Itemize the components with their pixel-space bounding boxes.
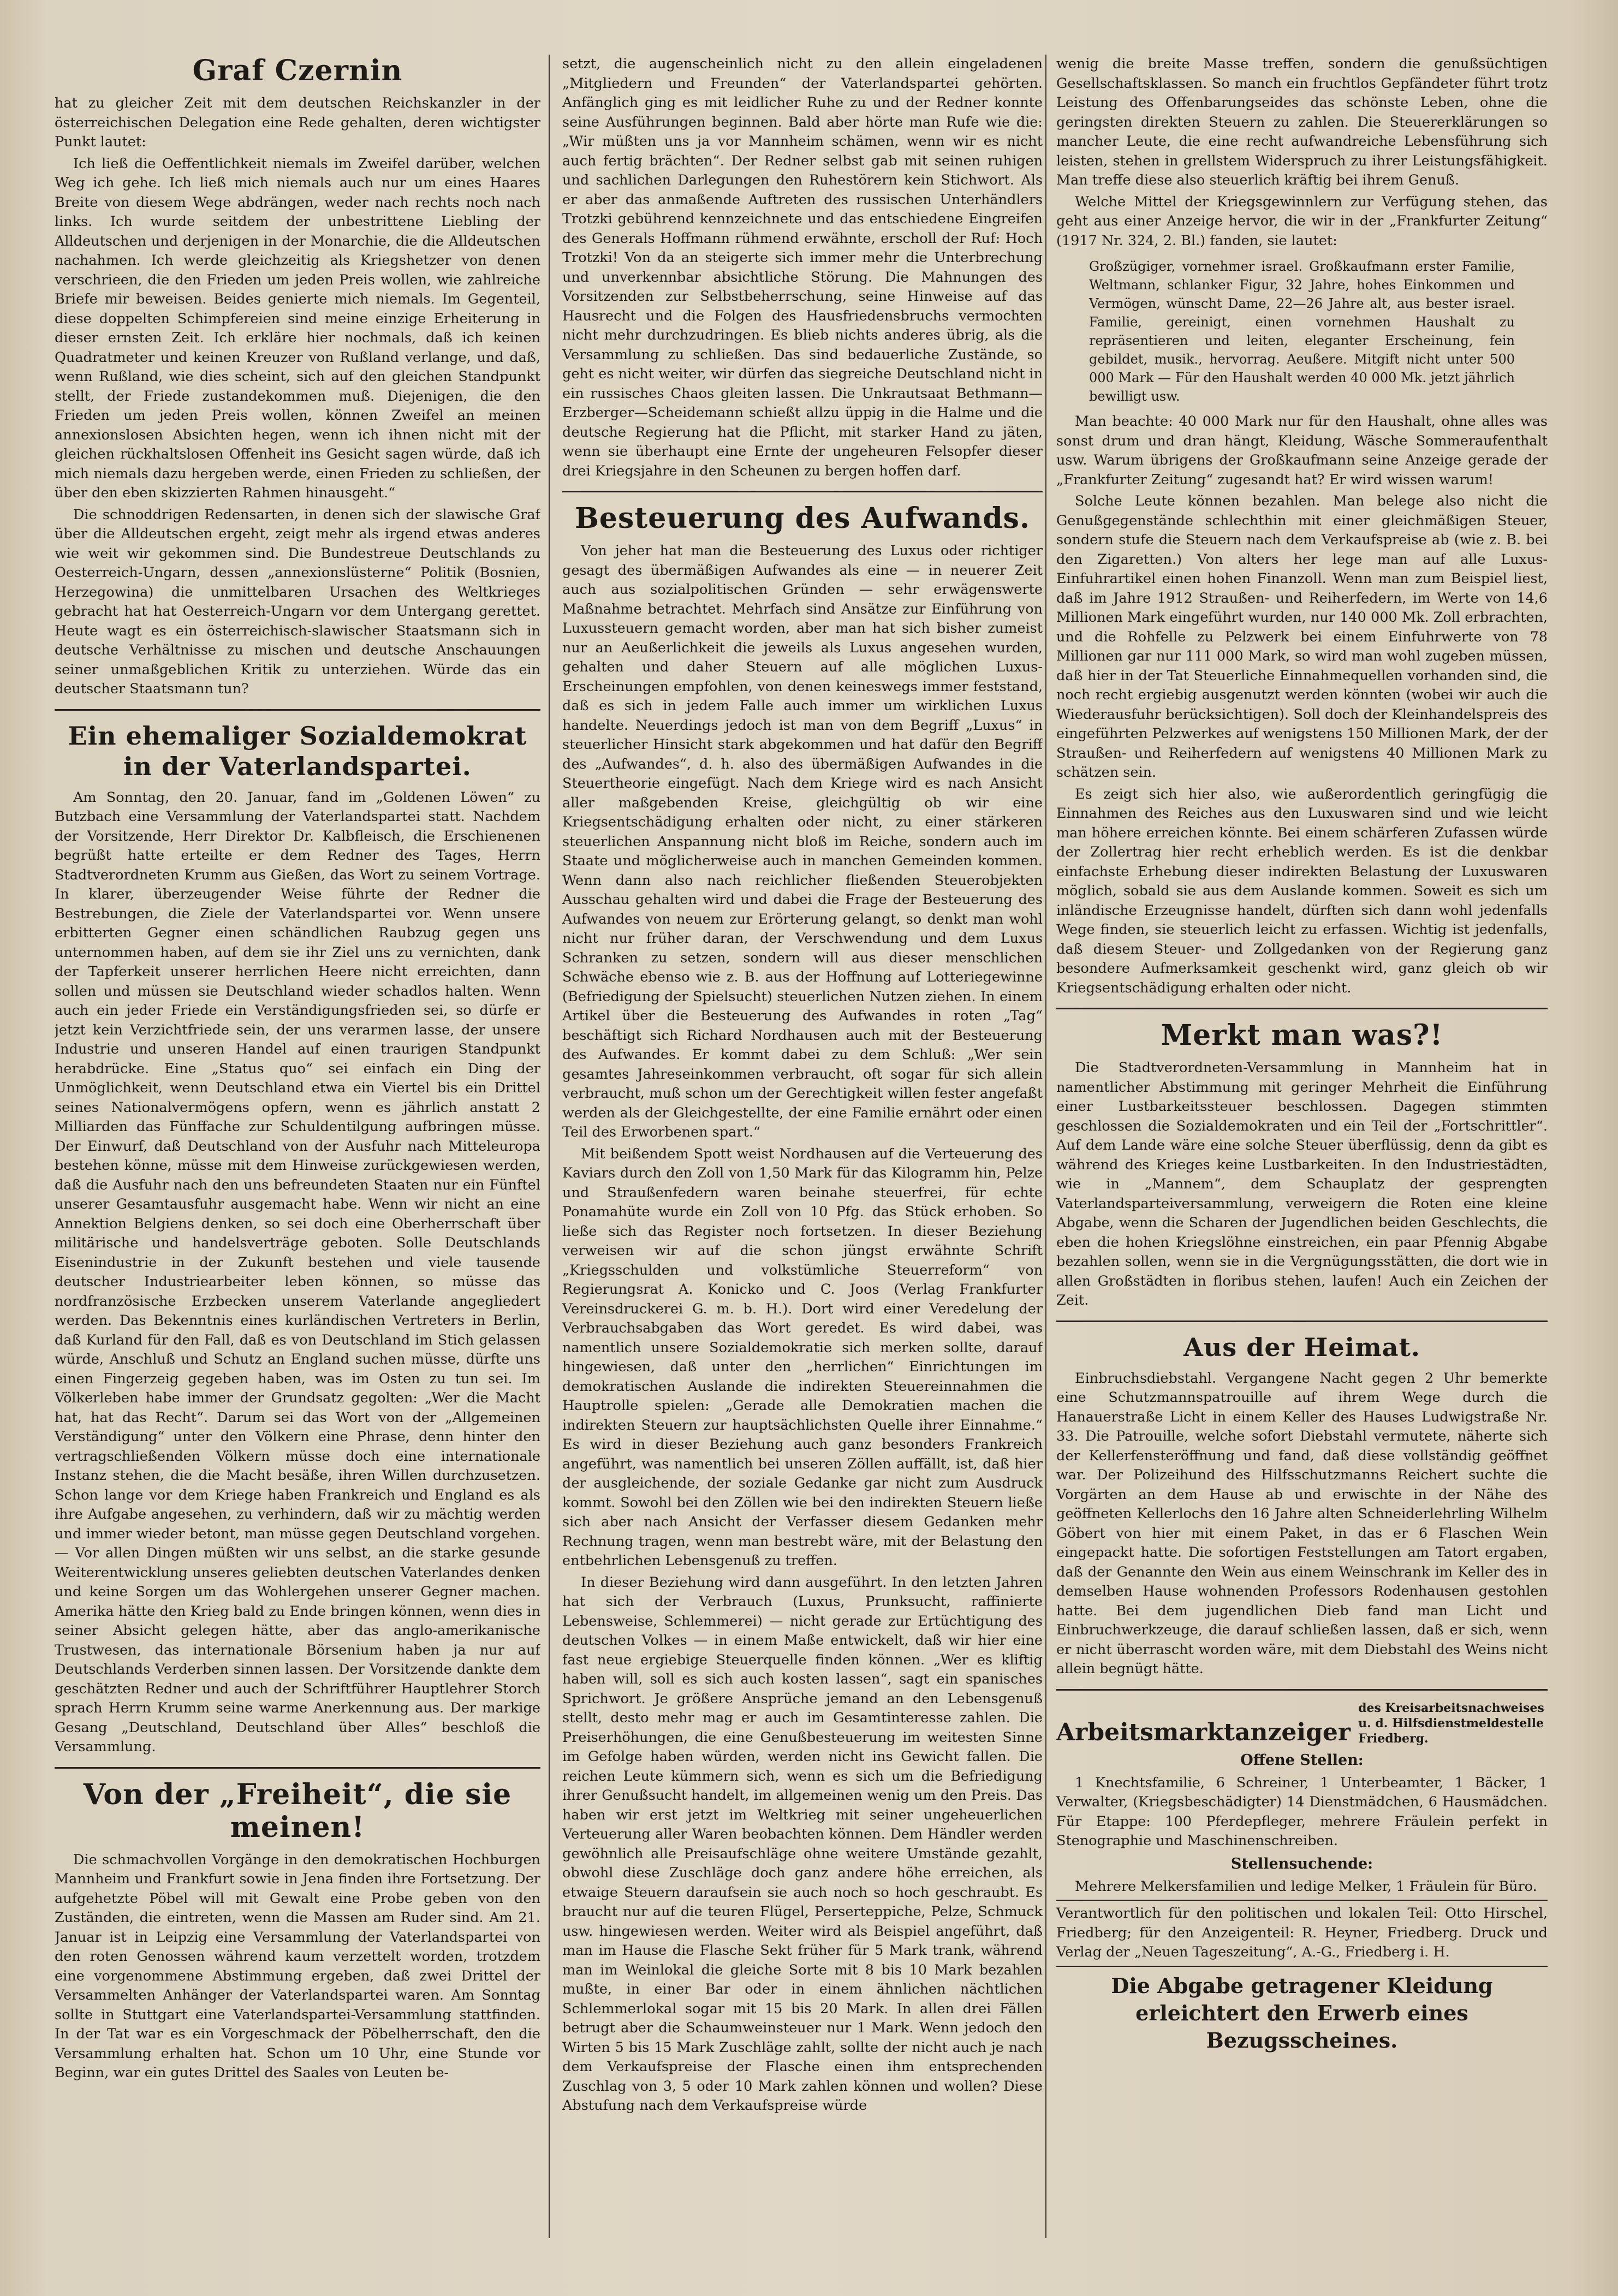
headline-merkt-man-was: Merkt man was?! <box>1161 1019 1443 1052</box>
paragraph: wenig die breite Masse treffen, sondern die genußsüchtigen Gesellschaftsklassen. So manch ein fruchtlos Gepfändeter führt trotz Leistung des Offenbarungseides das schönste Leben, ohne die geringsten direkten Steuern zu zahlen. Die Steuererklärungen so mancher Leute, die eine recht aufwandreiche Lebensführung sich leisten, stehen in grellstem Widerspruch zu ihrer Leistungsfähigkeit. Man treffe diese also steuerlich kräftig bei ihrem Genuß. <box>1056 56 1548 188</box>
column-3 <box>1056 55 1548 2060</box>
headline-besteuerung: Besteuerung des Aufwands. <box>574 502 1031 535</box>
labor-market-header <box>1056 1700 1548 1746</box>
paragraph: Die schmachvollen Vorgänge in den demokratischen Hochburgen Mannheim und Frankfurt sowie in Jena finden ihre Fortsetzung. Der aufgehetzte Pöbel will mit Gewalt eine Probe geben von den Zuständen, die eintreten, wenn die Massen am Ruder sind. Am 21. Januar ist in Leipzig eine Versammlung der Vaterlandspartei von den roten Genossen während kaum verzettelt worden, trotzdem eine vorgenommene Abstimmung ergeben, daß zwei Drittel der Versammelten Anhänger der Vaterlandspartei waren. Am Sonntag sollte in Stuttgart eine Vaterlandspartei-Versammlung stattfinden. In der Tat war es ein Vorgeschmack der Pöbelherrschaft, den die Versammlung erhalten hat. Schon um 10 Uhr, eine Stunde vor Beginn, war ein gutes Drittel des Saales von Leuten be- <box>55 1851 540 2081</box>
paragraph: Welche Mittel der Kriegsgewinnlern zur Verfügung stehen, das geht aus einer Anzeige hervor, die wir in der „Frankfurter Zeitung“ (1917 Nr. 324, 2. Bl.) fanden, sie lautet: <box>1056 193 1548 249</box>
paragraph: Die schnoddrigen Redensarten, in denen sich der slawische Graf über die Alldeutschen ergeht, zeigt mehr als irgend etwas anderes wie weit wir gekommen sind. Die Bundestreue Deutschlands zu Oesterreich-Ungarn, dessen „annexionslüsterne“ Politik (Bosnien, Herzegowina) die unmittelbaren Ursachen des Weltkrieges gebracht hat hat Oesterreich-Ungarn vor dem Untergang gerettet. Heute wagt es ein österreichisch-slawischer Staatsmann sich in deutsche Verhältnisse zu mischen und deutsche Anschauungen seiner unmaßgeblichen Kritik zu unterziehen. Würde das ein deutscher Staatsmann tun? <box>55 506 540 697</box>
quoted-advertisement: Großzügiger, vornehmer israel. Großkaufmann erster Familie, Weltmann, schlanker Figur, 32 Jahre, hohes Einkommen und Vermögen, wünscht Dame, 22—26 Jahre alt, aus bester israel. Familie, gereinigt, einen vornehmen Haushalt zu repräsentieren und leiten, eleganter Erscheinung, fein gebildet, musik., hervorrag. Aeußere. Mitgift nicht unter 500 000 Mark — Für den Haushalt werden 40 000 Mk. jetzt jährlich bewilligt usw. <box>1089 259 1515 404</box>
paragraph: Die Stadtverordneten-Versammlung in Mannheim hat in namentlicher Abstimmung mit geringer Mehrheit die Einführung einer Lustbarkeitssteuer beschlossen. Dagegen stimmten geschlossen die Sozialdemokraten und ein Teil der „Fortschrittler“. Auf dem Lande wäre eine solche Steuer überflüssig, denn da gibt es während des Krieges keine Lustbarkeiten. In den Industriestädten, wie in „Mannem“, dem Schauplatz der gesprengten Vaterlandsparteiversammlung, verweigern die Roten eine kleine Abgabe, wenn die Scharen der Jugendlichen beiden Geschlechts, die eben die hohen Kriegslöhne einstreichen, ein paar Pfennig Abgabe bezahlen sollen, wenn sie in die Vergnügungsstätten, die dort wie in allen Großstädten in floribus stehen, laufen! Auch ein Zeichen der Zeit. <box>1056 1060 1548 1308</box>
paragraph: Solche Leute können bezahlen. Man belege also nicht die Genußgegenstände schlechthin mit einer gleichmäßigen Steuer, sondern stufe die Steuern nach dem Verkaufspreise ab (wie z. B. bei den Zigaretten.) Von alters her lege man auf alle Luxus-Einfuhrartikel einen hohen Finanzoll. Wenn man zum Beispiel liest, daß im Jahre 1912 Straußen- und Reiherfedern, im Werte von 14,6 Millionen Mark eingeführt wurden, nur 140 000 Mk. Zoll erbrachten, und die Rohfelle zu Pelzwerk bei einem Einfuhrwerte von 78 Millionen gar nur 111 000 Mark, so wird man wohl zugeben müssen, daß hier in der Tat Steuerliche Einnahmequellen vorhanden sind, die noch recht ergiebig ausgenutzt werden könnten (wobei wir auch die Wiederausfuhr berücksichtigen). Soll doch der Kleinhandelspreis des eingeführten Pelzwerkes auf wenigstens 150 Millionen Mark, der der Straußen- und Reiherfedern auf wenigstens 40 Millionen Mark zu schätzen sein. <box>1056 493 1548 781</box>
paragraph: In dieser Beziehung wird dann ausgeführt. In den letzten Jahren hat sich der Verbrauch (Luxus, Prunksucht, raffinierte Lebensweise, Schlemmerei) — nicht gerade zur Ertüchtigung des deutschen Volkes — in einem Maße entwickelt, daß wir hier eine fast neue ergiebige Steuerquelle finden können. „Wer es kliftig haben will, soll es sich auch kosten lassen“, sagt ein spanisches Sprichwort. Je größere Ansprüche jemand an den Lebensgenuß stellt, desto mehr mag er auch im Gesamtinteresse zahlen. Die Preiserhöhungen, die eine Genußbesteuerung im weitesten Sinne im Gefolge haben würden, werden nicht ins Gewicht fallen. Die reichen Leute kümmern sich, wenn es sich um die Befriedigung ihrer Genußsucht handelt, im allgemeinen wenig um den Preis. Das haben wir erst jetzt im Weltkrieg mit seiner ungeheuerlichen Verteuerung aller Waren beobachten können. Dem Händler werden gewöhnlich alle Preisaufschläge ohne weitere Umstände gezahlt, obwohl diese Zuschläge doch ganz andere höhe erreichen, als etwaige Steuern daraufsein sie auch noch so hoch geschraubt. Es braucht nur auf die teuren Flügel, Perserteppiche, Pelze, Schmuck usw. hingewiesen werden. Weiter wird als Beispiel angeführt, daß man im Hause die Flasche Sekt früher für 5 Mark trank, während man im Weinlokal die gleiche Sorte mit 8 bis 10 Mark bezahlen mußte, in einer Bar oder in einem ähnlichen nächtlichen Schlemmerlokal sogar mit 15 bis 20 Mark. In allen drei Fällen betrugt aber die Schaumweinsteuer nur 1 Mark. Wenn jedoch den Wirten 5 bis 15 Mark Zuschläge zahlt, sollte der nicht auch je nach dem Verkaufspreise der Flasche einen ihm entsprechenden Zuschlag von 3, 5 oder 10 Mark zahlen können und wollen? Diese Abstufung nach dem Verkaufspreise würde <box>562 1574 1043 2114</box>
divider <box>1056 1966 1548 1967</box>
labor-market-subtitle: des Kreisarbeitsnachweises u. d. Hilfsdienstmeldestelle Friedberg. <box>1358 1700 1544 1746</box>
column-rule <box>549 55 550 2238</box>
imprint: Verantwortlich für den politischen und lokalen Teil: Otto Hirschel, Friedberg; für den Anzeigenteil: R. Heyner, Friedberg. Druck und Verlag der „Neuen Tageszeitung“, A.-G., Friedberg i. H. <box>1056 1905 1548 1960</box>
paragraph: Einbruchsdiebstahl. Vergangene Nacht gegen 2 Uhr bemerkte eine Schutzmannspatrouille auf ihrem Wege durch die Hanauerstraße Licht in einem Keller des Hauses Ludwigstraße Nr. 33. Die Patrouille, welche sofort Diebstahl vermutete, näherte sich der Kellerfensteröffnung und fand, daß diese vollständig geöffnet war. Der Polizeihund des Hilfsschutzmanns Reichert suchte die Vorgärten an dem Hause ab und erwischte in der Nähe des geöffneten Kellerlochs den 16 Jahre alten Schneiderlehrling Wilhelm Göbert von hier mit einem Paket, in das er 6 Flaschen Wein eingepackt hatte. Die sofortigen Feststellungen am Tatort ergaben, daß der Genannte den Wein aus einem Weinschrank im Keller des in demselben Hause wohnenden Professors Rodenhausen gestohlen hatte. Bei dem jugendlichen Dieb fand man Licht und Einbruchwerkzeuge, die darauf schließen lassen, daß er sich, wenn er nicht überrascht worden wäre, mit dem Diebstahl des Weins nicht allein begnügt hätte. <box>1056 1370 1548 1677</box>
divider <box>1056 1689 1548 1691</box>
paragraph: Es zeigt sich hier also, wie außerordentlich geringfügig die Einnahmen des Reiches aus den Luxuswaren sind und wie leicht man höhere erreichen könnte. Bei einem schärferen Zufassen würde der Zollertrag hier recht erheblich werden. Es ist die denkbar einfachste Erhebung dieser indirekten Belastung der Luxuswaren möglich, sobald sie aus dem Auslande kommen. Soweit es sich um inländische Erzeugnisse handelt, dürften sich dann wohl jedenfalls Wege finden, sie steuerlich leicht zu erfassen. Wichtig ist jedenfalls, daß diesem Steuer- und Zollgedanken von der Regierung ganz besondere Aufmerksamkeit geschenkt wird, ganz gleich ob wir Kriegsentschädigung erhalten oder nicht. <box>1056 786 1548 996</box>
divider <box>1056 1321 1548 1322</box>
job-seekers-heading: Stellensuchende: <box>1230 1855 1373 1872</box>
column-2 <box>562 55 1043 2118</box>
job-seekers-list: Mehrere Melkersfamilien und ledige Melker, 1 Fräulein für Büro. <box>1075 1878 1537 1895</box>
divider <box>1056 1900 1548 1901</box>
headline-graf-czernin: Graf Czernin <box>192 55 403 87</box>
column-rule <box>1045 55 1046 2238</box>
divider <box>562 491 1043 492</box>
paragraph: Von jeher hat man die Besteuerung des Luxus oder richtiger gesagt des übermäßigen Aufwandes als eine — in neuerer Zeit auch aus sozialpolitischen Gründen — sehr erwägenswerte Maßnahme betrachtet. Mehrfach sind Ansätze zur Einführung von Luxussteuern gemacht worden, aber man hat sich bisher zumeist nur an Aeußerlichkeit die jeweils als Luxus angesehen wurden, gehalten und daher Steuern auf alle möglichen Luxus-Erscheinungen empfohlen, von denen keineswegs immer feststand, daß es sich in jedem Falle auch immer um wirklichen Luxus handelte. Neuerdings jedoch ist man von dem Begriff „Luxus“ in steuerlicher Hinsicht stark abgekommen und hat dafür den Begriff des „Aufwandes“, d. h. also des übermäßigen Aufwandes in die Steuertheorie eingefügt. Nach dem Kriege wird es nach Ansicht aller maßgebenden Kreise, gleichgültig ob wir eine Kriegsentschädigung erhalten oder nicht, zu einer stärkeren steuerlichen Anspannung nicht bloß im Reiche, sondern auch im Staate und möglicherweise auch in manchen Gemeinden kommen. Wenn dann also nach reichlicher fließenden Steuerobjekten Ausschau gehalten wird und dabei die Frage der Besteuerung des Aufwandes von neuem zur Erörterung gelangt, so denkt man wohl nicht nur früher daran, der Verschwendung und dem Luxus Schranken zu setzen, sondern will aus dieser menschlichen Schwäche ebenso wie z. B. aus der Hoffnung auf Lotteriegewinne (Befriedigung der Spielsucht) steuerlichen Nutzen ziehen. In einem Artikel über die Besteuerung des Aufwandes in roten „Tag“ beschäftigt sich Richard Nordhausen auch mit der Besteuerung des Aufwandes. Er kommt dabei zu dem Schluß: „Wer sein gesamtes Jahreseinkommen verbraucht, oft sogar für sich allein verbraucht, muß schon um der Gerechtigkeit willen fester angefaßt werden als der Gleichgestellte, der eine Familie ernährt oder einen Teil des Erworbenen spart.“ <box>562 543 1043 1140</box>
footer-notice: Die Abgabe getragener Kleidung erleichtert den Erwerb eines Bezugsscheines. <box>1111 1973 1493 2053</box>
paragraph: setzt, die augenscheinlich nicht zu den allein eingeladenen „Mitgliedern und Freunden“ der Vaterlandspartei gehörten. Anfänglich ging es mit leidlicher Ruhe zu und der Redner konnte seine Ausführungen beginnen. Bald aber hörte man Rufe wie die: „Wir müßten uns ja vor Mannheim schämen, wenn wir es nicht auch fertig brächten“. Der Redner selbst gab mit seinen ruhigen und sachlichen Darlegungen den Ruhestörern kein Stichwort. Als er aber das anmaßende Auftreten des russischen Unterhändlers Trotzki gebührend kennzeichnete und das entschiedene Eingreifen des Generals Hoffmann rühmend erwähnte, erscholl der Ruf: Hoch Trotzki! Von da an steigerte sich immer mehr die Unterbrechung und unverkennbar absichtliche Störung. Die Mahnungen des Vorsitzenden zur Selbstbeherrschung, seine Hinweise auf das Hausrecht und die Folgen des Hausfriedensbruchs vermochten nicht mehr durchzudringen. Es blieb nichts anderes übrig, als die Versammlung zu schließen. Das sind bedauerliche Zustände, so geht es nicht weiter, wir dürfen das siegreiche Deutschland nicht in ein russisches Chaos gleiten lassen. Die Unkrautsaat Bethmann—Erzberger—Scheidemann schießt allzu üppig in die Halme und die deutsche Regierung hat die Pflicht, mit starker Hand zu jäten, wenn sie überhaupt eine Ernte der ungeheuren Felsopfer dieser drei Kriegsjahre in den Scheunen zu bergen hoffen darf. <box>562 56 1043 479</box>
divider <box>55 709 540 711</box>
paragraph: hat zu gleicher Zeit mit dem deutschen Reichskanzler in der österreichischen Delegation eine Rede gehalten, deren wichtigster Punkt lautet: <box>55 95 540 150</box>
paragraph: Mit beißendem Spott weist Nordhausen auf die Verteuerung des Kaviars durch den Zoll von 1,50 Mark für das Kilogramm hin, Pelze und Straußenfedern waren beinahe steuerfrei, für echte Ponamahüte wurde ein Zoll von 10 Pfg. das Stück erhoben. So ließe sich das Register noch fortsetzen. In dieser Beziehung verweisen wir auf die schon jüngst erwähnte Schrift „Kriegsschulden und volkstümliche Steuerreform“ von Regierungsrat A. Konicko und C. Joos (Verlag Frankfurter Vereinsdruckerei G. m. b. H.). Dort wird einer Veredelung der Verbrauchsabgaben das Wort geredet. Es wird dabei, was namentlich unsere Sozialdemokratie sich merken sollte, darauf hingewiesen, daß unter den „herrlichen“ Einrichtungen im demokratischen Auslande die indirekten Steuereinnahmen die Hauptrolle spielen: „Gerade alle Demokratien machen die indirekten Steuern zur hauptsächlichsten Quelle ihrer Einnahme.“ Es wird in dieser Beziehung auch ganz besonders Frankreich angeführt, was namentlich bei unseren Zöllen auffällt, ist, daß hier der ausgleichende, der soziale Gedanke gar nicht zum Ausdruck kommt. Sowohl bei den Zöllen wie bei den indirekten Steuern ließe sich aber nach Ansicht der Verfasser diesem Gedanken mehr Rechnung tragen, wenn man bestrebt wäre, mit der Belastung den entbehrlichen Lebensgenuß zu treffen. <box>562 1145 1043 1569</box>
headline-freiheit: Von der „Freiheit“, die sie meinen! <box>83 1777 512 1844</box>
labor-market-title: Arbeitsmarktanzeiger <box>1056 1718 1351 1746</box>
open-positions-list: 1 Knechtsfamilie, 6 Schreiner, 1 Unterbeamter, 1 Bäcker, 1 Verwalter, (Kriegsbeschädigter) 14 Dienstmädchen, 6 Hausmädchen. Für Etappe: 100 Pferdepfleger, mehrere Fräulein perfekt in Stenographie und Maschinenschreiben. <box>1056 1774 1548 1849</box>
open-positions-heading: Offene Stellen: <box>1240 1751 1364 1769</box>
divider <box>1056 1008 1548 1009</box>
headline-aus-der-heimat: Aus der Heimat. <box>1183 1332 1420 1362</box>
paragraph: Ich ließ die Oeffentlichkeit niemals im Zweifel darüber, welchen Weg ich gehe. Ich ließ mich niemals auch nur um eines Haares Breite von diesem Wege abdrängen, weder nach rechts noch nach links. Ich wurde seitdem der unbestrittene Liebling der Alldeutschen und derjenigen in der Monarchie, die die Alldeutschen nachahmen. Ich werde gleichzeitig als Kriegshetzer von denen verschrieen, die den Frieden um jeden Preis wollen, wie zahlreiche Briefe mir beweisen. Beides genierte mich niemals. Im Gegenteil, diese doppelten Schimpfereien sind meine einzige Erheiterung in dieser ernsten Zeit. Ich erkläre hier nochmals, daß ich keinen Quadratmeter und keinen Kreuzer von Rußland verlange, und daß, wenn Rußland, wie dies scheint, sich auf den gleichen Standpunkt stellt, der Friede zustandekommen muß. Diejenigen, die den Frieden um jeden Preis wollen, können Zweifel an meinen annexionslosen Absichten hegen, wenn ich ihnen nicht mit der gleichen rückhaltslosen Offenheit ins Gesicht sagen würde, daß ich mich niemals dazu hergeben werde, einen Frieden zu schließen, der über den eben skizzierten Rahmen hinausgeht.“ <box>55 155 540 501</box>
paragraph: Am Sonntag, den 20. Januar, fand im „Goldenen Löwen“ zu Butzbach eine Versammlung der Vaterlandspartei statt. Nachdem der Vorsitzende, Herr Direktor Dr. Kalbfleisch, die Erschienenen begrüßt hatte erteilte er dem Redner des Tages, Herrn Stadtverordneten Krumm aus Gießen, das Wort zu seinem Vortrage. In klarer, überzeugender Weise führte der Redner die Bestrebungen, die Ziele der Vaterlandspartei vor. Wenn unsere erbitterten Gegner einen schändlichen Raubzug gegen uns unternommen haben, auf dem sie ihr Ziel uns zu vernichten, dank der Tapferkeit unserer herrlichen Heere nicht erreichten, dann sollen und müssen sie Deutschland wieder schadlos halten. Wenn auch ein jeder Friede ein Verständigungsfrieden sei, so dürfe er jetzt kein Verzichtfriede sein, der uns verarmen lasse, der unsere Industrie und unseren Handel auf einen traurigen Standpunkt herabdrücke. Eine „Status quo“ sei einfach ein Ding der Unmöglichkeit, wenn Deutschland etwa ein Viertel bis ein Drittel seines Nationalvermögens opfern, wenn es jährlich anstatt 2 Milliarden das Fünffache zur Schuldentilgung aufbringen müsse. Der Einwurf, daß Deutschland von der Ausfuhr nach Mitteleuropa bestehen könne, müsse mit dem Hinweise zurückgewiesen werden, daß die Ausfuhr nach den uns befreundeten Staaten nur ein Fünftel unserer Gesamtausfuhr ausgemacht habe. Wenn wir nicht an eine Annektion Belgiens denken, so sei doch eine Oberherrschaft über militärische und handelsverträge geboten. Solle Deutschlands Eisenindustrie in der Zukunft bestehen und viele tausende deutscher Industriearbeiter leben können, so müsse das nordfranzösische Erzbecken unserem Vaterlande angegliedert werden. Das Bekenntnis eines kurländischen Vertreters in Berlin, daß Kurland für den Fall, daß es von Deutschland im Stich gelassen würde, Anschluß und Schutz an England suchen müsse, dürfte uns einen Fingerzeig gegeben haben, was im Osten zu tun sei. Im Völkerleben habe immer der Grundsatz gegolten: „Wer die Macht hat, hat das Recht“. Darum sei das Wort von der „Allgemeinen Verständigung“ unter den Völkern eine Phrase, denn hinter den vertragschließenden Völkern müsse doch eine internationale Instanz stehen, die die Macht besäße, ihren Willen durchzusetzen. Schon lange vor dem Kriege haben Frankreich und England es als ihre Aufgabe angesehen, zu verhindern, daß wir zu mächtig werden und immer wieder betont, man müsse gegen Deutschland vorgehen. — Vor allen Dingen müßten wir uns selbst, an die starke gesunde Weiterentwicklung unseres geliebten deutschen Vaterlandes denken und keine Sorgen um das Wohlergehen unserer Gegner machen. Amerika hätte den Krieg bald zu Ende bringen können, wenn dies in seiner Absicht gelegen hätte, aber das anglo-amerikanische Trustwesen, das internationale Börsenium haben ja nur auf Deutschlands Verderben sinnen lassen. Der Vorsitzende dankte dem geschätzten Redner und auch der Schriftführer Hauptlehrer Storch sprach Herrn Krumm seine warme Anerkennung aus. Der markige Gesang „Deutschland, Deutschland über Alles“ beschloß die Versammlung. <box>55 789 540 1755</box>
headline-sozialdemokrat: Ein ehemaliger Sozialdemokrat in der Vaterlandspartei. <box>68 721 527 781</box>
column-1 <box>55 55 540 2085</box>
divider <box>55 1767 540 1769</box>
paragraph: Man beachte: 40 000 Mark nur für den Haushalt, ohne alles was sonst drum und dran hängt, Kleidung, Wäsche Sommeraufenthalt usw. Warum übrigens der Großkaufmann seine Anzeige gerade der „Frankfurter Zeitung“ zugesandt hat? Er wird wissen warum! <box>1056 413 1548 488</box>
